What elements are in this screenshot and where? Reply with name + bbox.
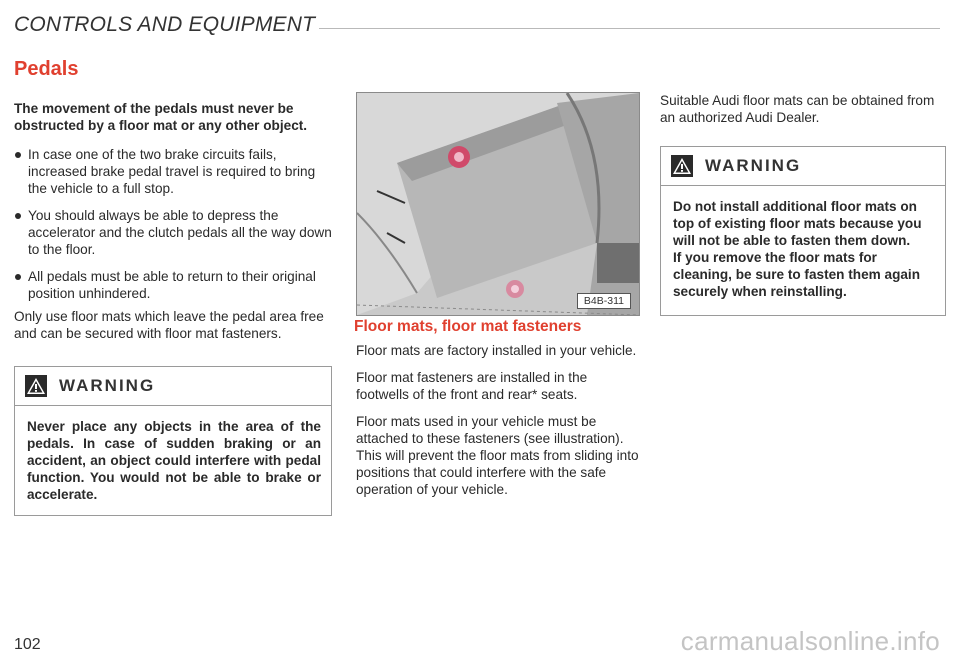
floor-mat-fastener-illustration	[356, 92, 640, 316]
section-title-pedals: Pedals	[14, 58, 79, 80]
watermark: carmanualsonline.info	[680, 626, 940, 656]
section-title-floor-mats: Floor mats, floor mat fasteners	[354, 318, 582, 335]
warning-text	[661, 186, 945, 310]
warning-triangle-icon	[25, 375, 47, 397]
header-rule	[319, 28, 940, 29]
warning-line: Do not install additional floor mats on top of existing floor mats because you will not be able to fasten them down.	[673, 199, 922, 248]
page-header	[14, 8, 940, 42]
floor-mats-paragraph: Floor mat fasteners are installed in the footwells of the front and rear* seats.	[356, 370, 588, 402]
bullet-item: You should always be able to depress the accelerator and the clutch pedals all the way down to the floor.	[14, 207, 336, 258]
warning-header	[661, 147, 945, 186]
left-column	[14, 100, 336, 352]
bullet-item: In case one of the two brake circuits fails, increased brake pedal travel is required to bring the vehicle to a full stop.	[14, 146, 336, 197]
warning-box-pedals	[14, 366, 332, 516]
floor-mats-paragraph: Floor mats used in your vehicle must be attached to these fasteners (see illustration). This will prevent the floor mats from sliding into positions that could interfere with the safe operation of your vehicle.	[356, 414, 639, 497]
warning-box-floor-mats	[660, 146, 946, 316]
warning-triangle-icon	[671, 155, 693, 177]
pedals-intro: The movement of the pedals must never be obstructed by a floor mat or any other object.	[14, 101, 308, 133]
footwell-drawing	[357, 93, 639, 315]
floor-mats-paragraph: Floor mats are factory installed in your vehicle.	[356, 343, 637, 358]
warning-label: WARNING	[59, 376, 156, 395]
middle-column	[356, 342, 640, 508]
page-number: 102	[14, 636, 41, 653]
pedals-paragraph: Only use floor mats which leave the pedal area free and can be secured with floor mat fasteners.	[14, 309, 324, 341]
figure-code: B4B-311	[577, 293, 631, 309]
bullet-item: All pedals must be able to return to their original position unhindered.	[14, 268, 336, 302]
warning-text: Never place any objects in the area of the pedals. In case of sudden braking or an accident, an object could interfere with pedal function. You would not be able to brake or accelerate.	[27, 419, 321, 502]
warning-header	[15, 367, 331, 406]
header-title: CONTROLS AND EQUIPMENT	[14, 13, 316, 36]
warning-line: If you remove the floor mats for cleaning, be sure to fasten them again securely when reinstalling.	[673, 250, 921, 299]
dealer-paragraph: Suitable Audi floor mats can be obtained from an authorized Audi Dealer.	[660, 93, 935, 125]
right-column	[660, 92, 944, 136]
warning-label: WARNING	[705, 156, 802, 175]
